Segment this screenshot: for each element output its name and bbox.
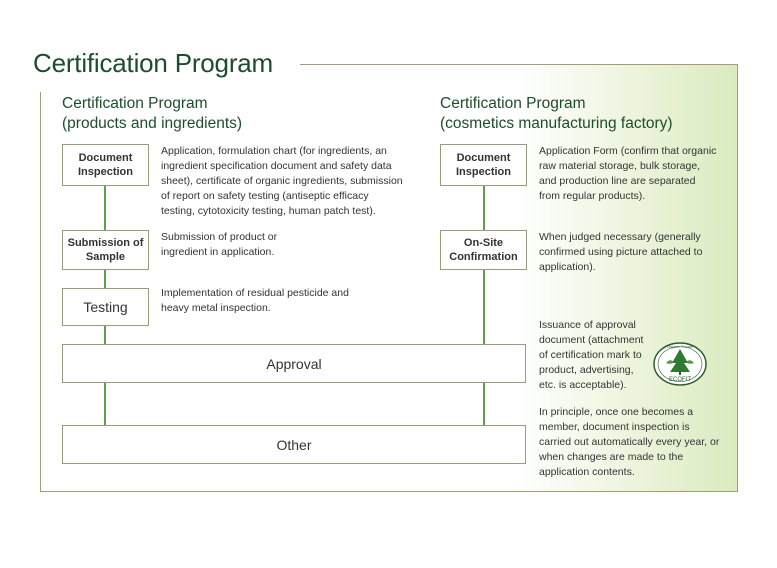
left-column-heading — [62, 94, 242, 134]
left-document-inspection-box — [62, 144, 149, 186]
approval-desc: Issuance of approval document (attachment of certification mark to product, advertising, etc. is acceptable). — [539, 319, 644, 391]
on-site-confirmation-box — [440, 230, 527, 270]
right-heading-line2: (cosmetics manufacturing factory) — [440, 115, 673, 132]
left-heading-line2: (products and ingredients) — [62, 115, 243, 132]
connector-line — [483, 186, 485, 230]
box-label: Document — [78, 152, 133, 164]
badge-bottom-text: ECOFIT — [669, 377, 691, 383]
submission-of-sample-desc: Submission of product or ingredient in application. — [161, 231, 278, 258]
other-desc: In principle, once one becomes a member, document inspection is carried out automatically every year, or when changes are made to the application contents. — [539, 406, 720, 478]
connector-line — [483, 270, 485, 344]
badge-top-text: Organic Cosme — [666, 344, 694, 349]
box-label: Other — [276, 436, 312, 453]
box-label: Inspection — [77, 166, 133, 178]
ecofit-certification-badge — [652, 341, 708, 387]
box-label: Approval — [266, 355, 322, 372]
connector-line — [104, 270, 106, 288]
left-heading-line1: Certification Program — [62, 95, 208, 112]
other-box — [62, 425, 526, 464]
connector-line — [104, 186, 106, 230]
connector-line — [104, 326, 106, 344]
box-label: Submission of — [67, 237, 144, 249]
title-rule — [300, 64, 738, 65]
box-label: Inspection — [455, 166, 511, 178]
connector-line — [483, 383, 485, 425]
right-heading-line1: Certification Program — [440, 95, 586, 112]
right-column-heading — [440, 94, 673, 134]
testing-desc: Implementation of residual pesticide and heavy metal inspection. — [161, 287, 349, 314]
badge-emblem-icon — [652, 341, 708, 387]
on-site-confirmation-desc: When judged necessary (generally confirmed using picture attached to application). — [539, 231, 703, 273]
box-label: Sample — [85, 251, 126, 263]
right-document-inspection-box — [440, 144, 527, 186]
approval-box — [62, 344, 526, 383]
box-label: Testing — [83, 299, 128, 315]
box-label: On-Site — [463, 237, 504, 249]
connector-line — [104, 383, 106, 425]
page-title: Certification Program — [33, 48, 273, 78]
submission-of-sample-box — [62, 230, 149, 270]
box-label: Confirmation — [449, 251, 518, 263]
right-document-inspection-desc: Application Form (confirm that organic raw material storage, bulk storage, and production line are separated from regular products). — [539, 145, 717, 202]
box-label: Document — [456, 152, 511, 164]
left-document-inspection-desc: Application, formulation chart (for ingredients, an ingredient specification document and safety data sheet), certificate of organic ingredients, submission of report on safety testing (antiseptic efficacy testing, cytotoxicity testing, human patch test). — [161, 145, 403, 217]
testing-box — [62, 288, 149, 326]
